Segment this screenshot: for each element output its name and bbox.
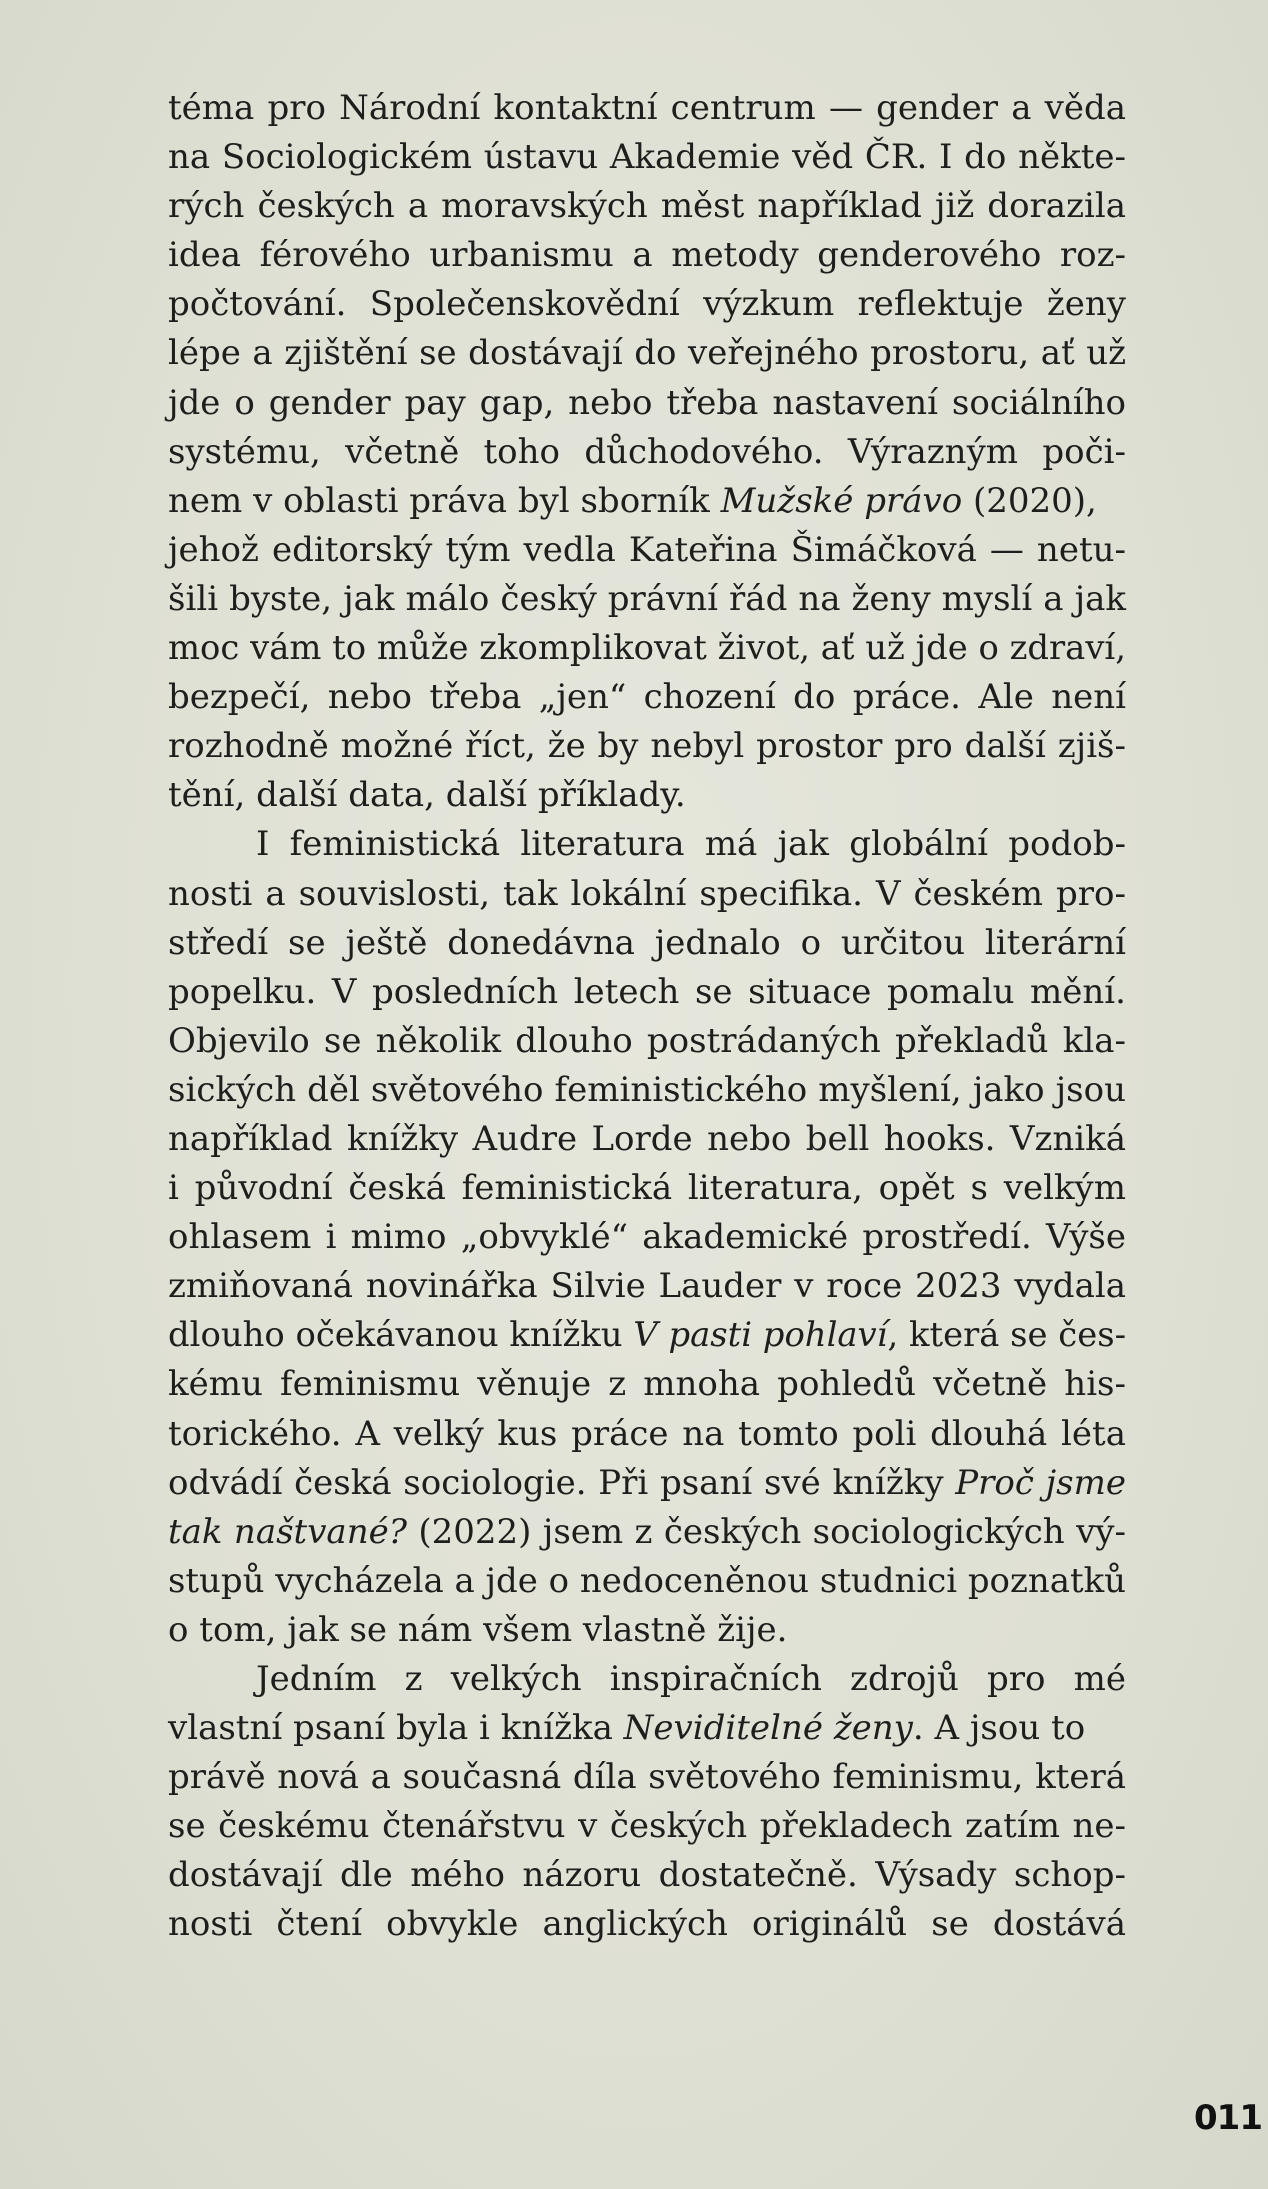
- text-line: na Sociologickém ústavu Akademie věd ČR. I do někte-: [168, 137, 1126, 178]
- text-line: bezpečí, nebo třeba „jen“ chození do práce. Ale není: [168, 677, 1126, 718]
- text-line: středí se ještě donedávna jednalo o určitou literární: [168, 922, 1126, 963]
- text-line: [168, 1508, 1126, 1557]
- text-line: [168, 1704, 1126, 1753]
- text-line: I feministická literatura má jak globální podob-: [256, 824, 1126, 865]
- text-line-fit: moc vám to může zkomplikovat život, ať už jde o zdraví,: [168, 628, 1126, 669]
- text-line: šili byste, jak málo český právní řád na ženy myslí a jak: [168, 578, 1126, 619]
- text-line: jehož editorský tým vedla Kateřina Šimáčková — netu-: [168, 529, 1126, 570]
- text-line: [168, 1311, 1126, 1360]
- text-line: [168, 477, 1126, 526]
- text-line: o tom, jak se nám všem vlastně žije.: [168, 1609, 788, 1650]
- text-line: nosti čtení obvykle anglických originálů se dostává: [168, 1904, 1126, 1945]
- text-segment: dlouho očekávanou knížku: [168, 1315, 634, 1356]
- text-line: torického. A velký kus práce na tomto poli dlouhá léta: [168, 1413, 1126, 1454]
- text-line: lépe a zjištění se dostávají do veřejného prostoru, ať už: [168, 333, 1126, 374]
- text-line: popelku. V posledních letech se situace pomalu mění.: [168, 971, 1126, 1012]
- italic-title: Mužské právo: [720, 480, 963, 521]
- text-line: například knížky Audre Lorde nebo bell hooks. Vzniká: [168, 1118, 1126, 1159]
- text-line: [168, 624, 1126, 673]
- text-line-fit: [168, 1704, 1085, 1753]
- text-line: nosti a souvislosti, tak lokální specifika. V českém pro-: [168, 873, 1126, 914]
- italic-title: V pasti pohlaví: [633, 1315, 888, 1356]
- text-segment: (2022) jsem z českých sociologických vý-: [406, 1511, 1126, 1552]
- text-line-fit: stupů vycházela a jde o nedoceněnou studnici poznatků: [168, 1560, 1126, 1601]
- text-line-fit: [168, 477, 1097, 526]
- text-segment: (2020),: [962, 480, 1097, 521]
- text-line: Jedním z velkých inspiračních zdrojů pro mé: [256, 1659, 1126, 1699]
- text-line: idea férového urbanismu a metody genderového roz-: [168, 235, 1126, 276]
- italic-title: Proč jsme: [955, 1462, 1126, 1503]
- text-line: sických děl světového feministického myšlení, jako jsou: [168, 1069, 1126, 1110]
- text-segment: . A jsou to: [912, 1708, 1086, 1749]
- text-segment: vlastní psaní byla i knížka: [168, 1708, 624, 1749]
- text-line: ohlasem i mimo „obvyklé“ akademické prostředí. Výše: [168, 1217, 1126, 1258]
- text-line-fit: [168, 1311, 1126, 1360]
- text-line: počtování. Společenskovědní výzkum reflektuje ženy: [168, 284, 1126, 325]
- text-line: Objevilo se několik dlouho postrádaných překladů kla-: [168, 1020, 1126, 1061]
- text-line: právě nová a současná díla světového feminismu, která: [168, 1757, 1126, 1798]
- text-segment: nem v oblasti práva byl sborník: [168, 480, 721, 521]
- page-number: 011: [1194, 2098, 1262, 2138]
- italic-title: Neviditelné ženy: [623, 1708, 913, 1749]
- text-line: rých českých a moravských měst například již dorazila: [168, 186, 1126, 227]
- text-line: dostávají dle mého názoru dostatečně. Výsady schop-: [168, 1855, 1126, 1896]
- text-segment: odvádí česká sociologie. Při psaní své knížky: [168, 1462, 956, 1503]
- text-line: rozhodně možné říct, že by nebyl prostor pro další zjiš-: [168, 726, 1126, 767]
- text-line: zmiňovaná novinářka Silvie Lauder v roce 2023 vydala: [168, 1266, 1126, 1307]
- text-line: jde o gender pay gap, nebo třeba nastavení sociálního: [168, 382, 1126, 423]
- text-line: téma pro Národní kontaktní centrum — gender a věda: [168, 88, 1126, 128]
- text-line: [168, 1557, 1126, 1606]
- text-line: kému feminismu věnuje z mnoha pohledů včetně his-: [168, 1364, 1126, 1405]
- text-segment: , která se čes-: [887, 1315, 1126, 1356]
- text-line: i původní česká feministická literatura, opět s velkým: [168, 1168, 1126, 1209]
- text-line: tění, další data, další příklady.: [168, 775, 686, 816]
- text-line: [168, 1459, 1126, 1508]
- italic-title: tak naštvané?: [168, 1511, 407, 1552]
- text-line: systému, včetně toho důchodového. Výrazným poči-: [168, 431, 1126, 472]
- body-text: [168, 84, 1126, 1950]
- text-line: se českému čtenářstvu v českých překladech zatím ne-: [168, 1806, 1126, 1847]
